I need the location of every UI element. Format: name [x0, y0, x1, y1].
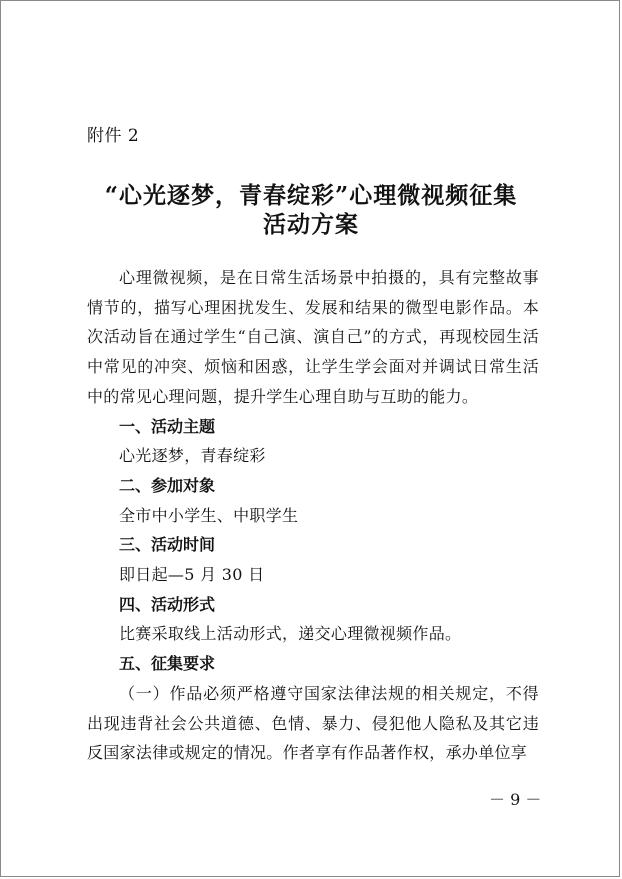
document-title-line-1: “心光逐梦，青春绽彩”心理微视频征集 [104, 182, 518, 209]
section-heading-time: 三、活动时间 [119, 535, 216, 555]
document-body [87, 263, 539, 768]
section-heading-format: 四、活动形式 [119, 594, 216, 614]
section-content-requirements: （一）作品必须严格遵守国家法律法规的相关规定，不得出现违背社会公共道德、色情、暴力、侵犯他人隐私及其它违反国家法律或规定的情况。作者享有作品著作权，承办单位享 [87, 683, 539, 763]
attachment-label: 附件 2 [87, 126, 140, 146]
document-title-line-2: 活动方案 [263, 211, 359, 238]
section-content-participants: 全市中小学生、中职学生 [119, 505, 299, 525]
section-heading-requirements: 五、征集要求 [119, 654, 216, 674]
section-content-format: 比赛采取线上活动形式，递交心理微视频作品。 [119, 624, 462, 644]
section-heading-theme: 一、活动主题 [119, 416, 216, 436]
section-content-time: 即日起—5 月 30 日 [119, 565, 265, 585]
intro-paragraph: 心理微视频，是在日常生活场景中拍摄的，具有完整故事情节的，描写心理困扰发生、发展和结果的微型电影作品。本次活动旨在通过学生“自己演、演自己”的方式，再现校园生活中常见的冲突、烦恼和困惑，让学生学会面对并调试日常生活中的常见心理问题，提升学生心理自助与互助的能力。 [87, 268, 539, 406]
section-content-theme: 心光逐梦，青春绽彩 [119, 446, 266, 466]
page-number: － 9 － [489, 790, 542, 809]
section-heading-participants: 二、参加对象 [119, 475, 216, 495]
